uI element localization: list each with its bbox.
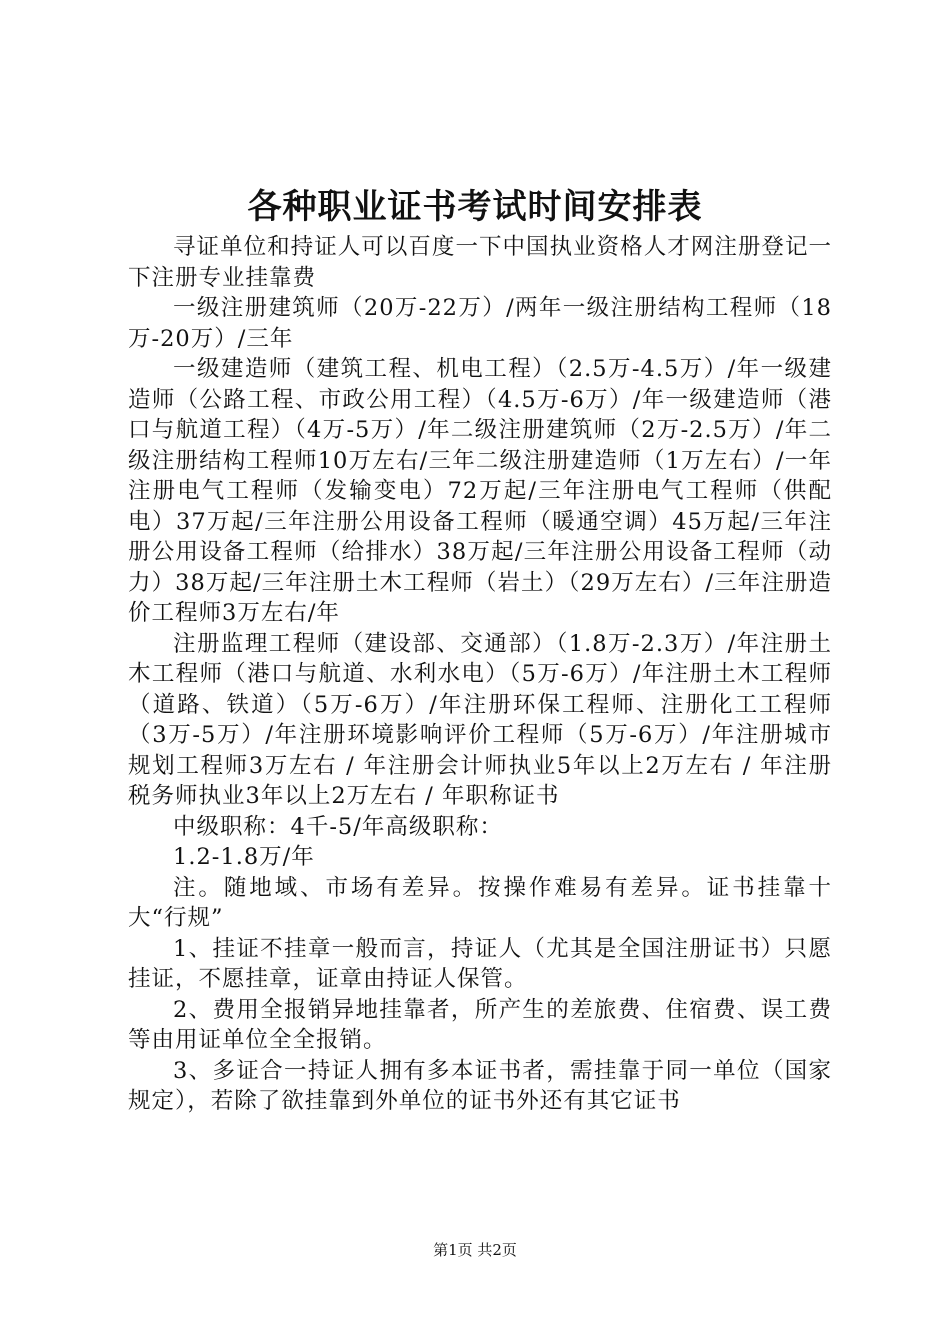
- paragraph-rule-2: 2、费用全报销异地挂靠者，所产生的差旅费、住宿费、误工费等由用证单位全全报销。: [128, 996, 832, 1053]
- paragraph-rule-1: 1、挂证不挂章一般而言，持证人（尤其是全国注册证书）只愿挂证，不愿挂章，证章由持证人保管。: [128, 935, 832, 992]
- paragraph-supervisor-fees: 注册监理工程师（建设部、交通部）（1.8万-2.3万）/年注册土木工程师（港口与航道、水利水电）（5万-6万）/年注册土木工程师（道路、铁道）（5万-6万）/年注册环保工程师、注册化工工程师（3万-5万）/年注册环境影响评价工程师（5万-6万）/年注册城市规划工程师3万左右 / 年注册会计师执业5年以上2万左右 / 年注册税务师执业3年以上2万左右 / 年职称证书: [128, 630, 832, 809]
- paragraph-title-fees: 中级职称：4千-5/年高级职称：: [173, 813, 503, 840]
- paragraph-rule-3: 3、多证合一持证人拥有多本证书者，需挂靠于同一单位（国家规定），若除了欲挂靠到外单位的证书外还有其它证书: [128, 1057, 832, 1114]
- paragraph-title-fees-2: 1.2-1.8万/年: [173, 844, 315, 870]
- paragraph-architect-fees: 一级注册建筑师（20万-22万）/两年一级注册结构工程师（18万-20万）/三年: [128, 295, 832, 352]
- paragraph-intro: 寻证单位和持证人可以百度一下中国执业资格人才网注册登记一下注册专业挂靠费: [128, 234, 832, 291]
- document-title: 各种职业证书考试时间安排表: [247, 187, 703, 227]
- paragraph-constructor-fees: 一级建造师（建筑工程、机电工程）（2.5万-4.5万）/年一级建造师（公路工程、市政公用工程）（4.5万-6万）/年一级建造师（港口与航道工程）（4万-5万）/年二级注册建筑师（2万-2.5万）/年二级注册结构工程师10万左右/三年二级注册建造师（1万左右）/一年注册电气工程师（发输变电）72万起/三年注册电气工程师（供配电）37万起/三年注册公用设备工程师（暖通空调）45万起/三年注册公用设备工程师（给排水）38万起/三年注册公用设备工程师（动力）38万起/三年注册土木工程师（岩土）（29万左右）/三年注册造价工程师3万左右/年: [128, 356, 832, 626]
- paragraph-note: 注。随地域、市场有差异。按操作难易有差异。证书挂靠十大“行规”: [128, 874, 832, 931]
- page-footer: 第1页 共2页: [433, 1241, 517, 1259]
- document-body: [128, 232, 832, 1117]
